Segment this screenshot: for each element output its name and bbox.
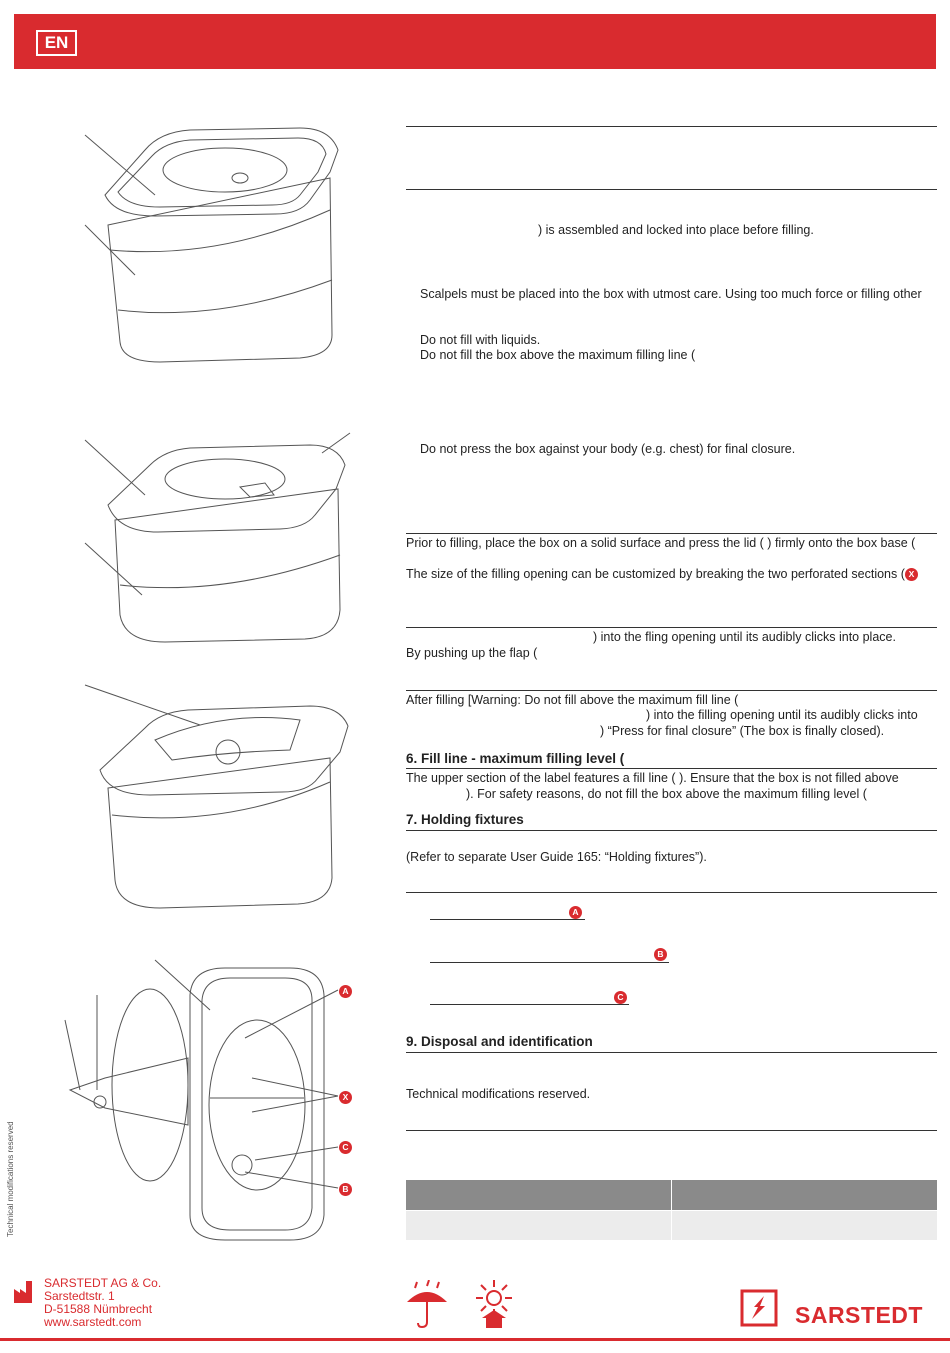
text-liquids: Do not fill with liquids. <box>420 333 541 347</box>
text-assembled: ) is assembled and locked into place before filling. <box>538 223 814 237</box>
text-into: ) into the filling opening until its audibly clicks into <box>646 708 918 722</box>
sideways-note: Technical modifications reserved <box>6 1121 15 1237</box>
text-safety: ). For safety reasons, do not fill the box above the maximum filling level ( <box>466 787 867 801</box>
rule <box>406 768 937 769</box>
text-refer: (Refer to separate User Guide 165: “Holding fixtures”). <box>406 850 707 864</box>
marker-c: C <box>339 1139 352 1157</box>
company-name: SARSTEDT AG & Co. <box>44 1276 162 1290</box>
text-scalpels: Scalpels must be placed into the box with utmost care. Using too much force or filling other <box>420 287 922 301</box>
underline-a <box>430 919 585 920</box>
text-prior: Prior to filling, place the box on a solid surface and press the lid ( ) firmly onto the box base ( <box>406 536 916 550</box>
text-above-max: Do not fill the box above the maximum filling line ( <box>420 348 696 362</box>
marker-a-inline: A <box>569 904 582 922</box>
website: www.sarstedt.com <box>44 1315 142 1329</box>
bottom-rule <box>0 1338 950 1341</box>
marker-x-inline: X <box>905 568 918 581</box>
text-size: The size of the filling opening can be customized by breaking the two perforated sections ( X <box>406 567 918 582</box>
city: D-51588 Nümbrecht <box>44 1302 153 1316</box>
header-bar <box>14 14 936 69</box>
text-modifications: Technical modifications reserved. <box>406 1087 591 1101</box>
rule <box>406 1052 937 1053</box>
heading-holding-fixtures: 7. Holding fixtures <box>406 812 524 827</box>
keep-dry-icon <box>405 1280 449 1330</box>
heading-fill-line: 6. Fill line - maximum filling level ( <box>406 751 625 766</box>
rule <box>406 627 937 628</box>
manufacturer-address <box>44 1277 161 1329</box>
rule <box>406 126 937 127</box>
underline-c <box>430 1004 629 1005</box>
manufacturer-icon <box>14 1281 40 1303</box>
text-press-final: ) “Press for final closure” (The box is finally closed). <box>600 724 885 738</box>
street: Sarstedtstr. 1 <box>44 1289 115 1303</box>
text-press-body: Do not press the box against your body (e.g. chest) for final closure. <box>420 442 796 456</box>
rule <box>406 533 937 534</box>
rule <box>406 690 937 691</box>
marker-x: X <box>339 1089 352 1107</box>
rule <box>406 892 937 893</box>
symbol-table <box>406 1180 937 1240</box>
table-header-row <box>406 1180 937 1210</box>
marker-a: A <box>339 983 352 1001</box>
table-row <box>406 1210 937 1240</box>
marker-c-inline: C <box>614 989 627 1007</box>
underline-b <box>430 962 669 963</box>
language-badge: EN <box>36 30 77 56</box>
marker-b-inline: B <box>654 946 667 964</box>
text-fling: ) into the fling opening until its audibly clicks into place. <box>593 630 896 644</box>
keep-away-from-sunlight-icon <box>468 1278 520 1330</box>
rule <box>406 1130 937 1131</box>
box-illustration-2 <box>60 425 360 655</box>
box-illustration-3 <box>60 680 360 920</box>
text-flap: By pushing up the flap ( <box>406 646 538 660</box>
text-upper: The upper section of the label features a fill line ( ). Ensure that the box is not filled above <box>406 771 899 785</box>
rule <box>406 830 937 831</box>
box-illustration-1 <box>60 110 360 370</box>
lid-exploded-illustration <box>40 950 370 1250</box>
sarstedt-logo-icon <box>740 1289 780 1329</box>
rule <box>406 189 937 190</box>
text-after: After filling [Warning: Do not fill above the maximum fill line ( <box>406 693 739 707</box>
brand-wordmark: SARSTEDT <box>795 1302 923 1328</box>
heading-disposal: 9. Disposal and identification <box>406 1034 593 1049</box>
marker-b: B <box>339 1181 352 1199</box>
